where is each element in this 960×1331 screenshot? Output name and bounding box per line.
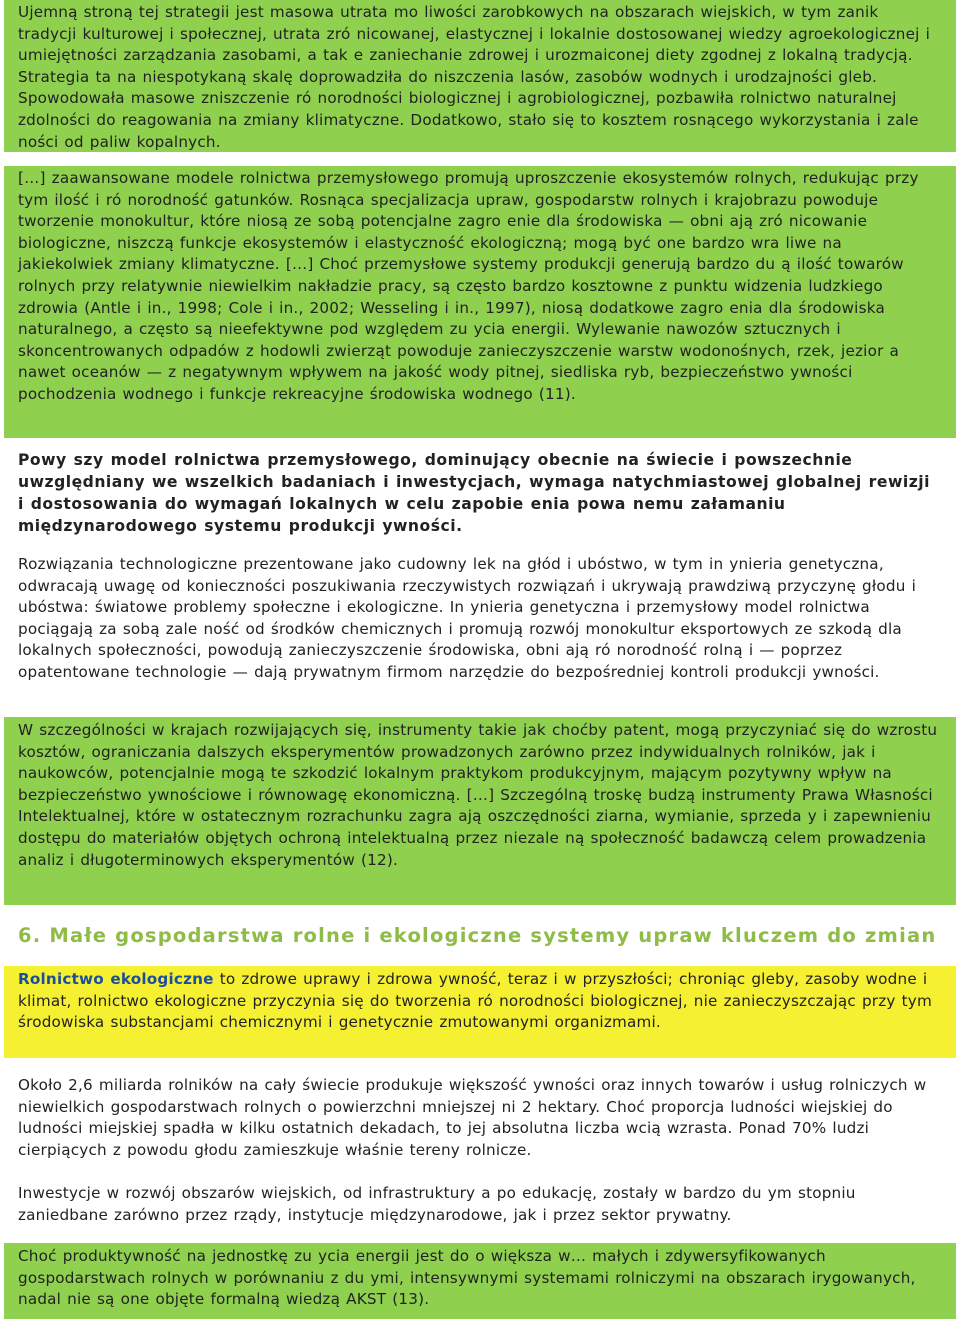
paragraph-1 bbox=[4, 0, 956, 152]
paragraph-text: Około 2,6 miliarda rolników na cały świecie produkuje większość ywności oraz innych towarów i usług rolniczych w niewielkich gospodarstwach rolnych o powierzchni mniejszej ni 2 hektary. Choć proporcja ludności wiejskiej do ludności miejskiej spadła w kilku ostatnich dekadach, to jej absolutna liczba wcią wzrasta. Ponad 70% ludzi cierpiących z powodu głodu zamieszkuje właśnie tereny rolnicze. bbox=[18, 1076, 927, 1159]
paragraph-text bbox=[18, 969, 942, 1034]
highlight-lead: Rolnictwo ekologiczne bbox=[18, 970, 214, 988]
paragraph-5 bbox=[4, 717, 956, 905]
paragraph-text: Ujemną stroną tej strategii jest masowa utrata mo liwości zarobkowych na obszarach wiejskich, w tym zanik tradycji kulturowej i społecznej, utrata zró nicowanej, elastycznej i lokalnie dostosowanej wiedzy agroekologicznej i umiejętności zarządzania zasobami, a tak e zaniechanie zdrowej i urozmaiconej diety zgodnej z lokalną tradycją. Strategia ta na niespotykaną skalę doprowadziła do niszczenia lasów, zasobów wodnych i urodzajności gleb. Spowodowała masowe zniszczenie ró norodności biologicznej i agrobiologicznej, pozbawiła rolnictwo naturalnej zdolności do reagowania na zmiany klimatyczne. Dodatkowo, stało się to kosztem rosnącego wykorzystania i zale ności od paliw kopalnych. bbox=[18, 3, 931, 151]
paragraph-3-bold bbox=[4, 449, 956, 539]
highlight-rest: to zdrowe uprawy i zdrowa ywność, teraz i w przyszłości; chroniąc gleby, zasoby wodne i klimat, rolnictwo ekologiczne przyczynia się do tworzenia ró norodności biologicznej, nie zanieczyszczając przy tym środowiska substancjami chemicznymi i genetycznie zmutowanymi organizmami. bbox=[18, 970, 932, 1032]
paragraph-text: W szczególności w krajach rozwijających się, instrumenty takie jak choćby patent, mogą przyczyniać się do wzrostu kosztów, ograniczania dalszych eksperymentów prowadzonych zarówno przez indywidualnych rolników, jak i naukowców, potencjalnie mogą te szkodzić lokalnym praktykom produkcyjnym, mającym pozytywny wpływ na bezpieczeństwo ywnościowe i równowagę ekonomiczną. […] Szczególną troskę budzą instrumenty Prawa Własności Intelektualnej, które w ostatecznym rozrachunku zagra ają oszczędności ziarna, wymianie, sprzeda y i zapewnieniu dostępu do materiałów objętych ochroną intelektualną przez niezale ną społeczność badawczą celem prowadzenia analiz i długoterminowych eksperymentów (12). bbox=[18, 721, 938, 869]
paragraph-text: Powy szy model rolnictwa przemysłowego, dominujący obecnie na świecie i powszechnie uwzględniany we wszelkich badaniach i inwestycjach, wymaga natychmiastowej globalnej rewizji i dostosowania do wymagań lokalnych w celu zapobie enia powa nemu załamaniu międzynarodowego systemu produkcji ywności. bbox=[18, 451, 930, 535]
paragraph-text: Rozwiązania technologiczne prezentowane jako cudowny lek na głód i ubóstwo, w tym in ynieria genetyczna, odwracają uwagę od konieczności poszukiwania rzeczywistych rozwiązań i ukrywają prawdziwą przyczynę głodu i ubóstwa: światowe problemy społeczne i ekologiczne. In ynieria genetyczna i przemysłowy model rolnictwa pociągają za sobą zale ność od środków chemicznych i promują rozwój monokultur eksportowych ze szkodą dla lokalnych społeczności, powodują zanieczyszczenie środowiska, obni ają ró norodność rolną i — poprzez opatentowane technologie — dają prywatnym firmom narzędzie do bezpośredniej kontroli produkcji ywności. bbox=[18, 555, 917, 681]
paragraph-text: Inwestycje w rozwój obszarów wiejskich, od infrastruktury a po edukację, zostały w bardzo du ym stopniu zaniedbane zarówno przez rządy, instytucje międzynarodowe, jak i przez sektor prywatny. bbox=[18, 1184, 856, 1224]
paragraph-text: Choć produktywność na jednostkę zu ycia energii jest do o większa w… małych i zdywersyfikowanych gospodarstwach rolnych w porównaniu z du ymi, intensywnymi systemami rolniczymi na obszarach irygowanych, nadal nie są one objęte formalną wiedzą AKST (13). bbox=[18, 1247, 916, 1309]
paragraph-6-highlight bbox=[4, 966, 956, 1058]
paragraph-text: […] zaawansowane modele rolnictwa przemysłowego promują uproszczenie ekosystemów rolnych, redukując przy tym ilość i ró norodność gatunków. Rosnąca specjalizacja upraw, gospodarstw rolnych i krajobrazu powoduje tworzenie monokultur, które niosą ze sobą potencjalne zagro enie dla środowiska — obni ają zró nicowanie biologiczne, niszczą funkcje ekosystemów i elastyczność ekologiczną; mogą być one bardzo wra liwe na jakiekolwiek zmiany klimatyczne. […] Choć przemysłowe systemy produkcji generują bardzo du ą ilość towarów rolnych przy relatywnie niewielkim nakładzie pracy, są często bardzo kosztowne z punktu widzenia ludzkiego zdrowia (Antle i in., 1998; Cole i in., 2002; Wesseling i in., 1997), niosą dodatkowe zagro enia dla środowiska naturalnego, a często są nieefektywne pod względem zu ycia energii. Wylewanie nawozów sztucznych i skoncentrowanych odpadów z hodowli zwierząt powoduje zanieczyszczenie warstw wodonośnych, rzek, jezior a nawet oceanów — z negatywnym wpływem na jakość wody pitnej, siedliska ryb, bezpieczeństwo ywności pochodzenia wodnego i funkcje rekreacyjne środowiska wodnego (11). bbox=[18, 169, 919, 403]
paragraph-9 bbox=[4, 1243, 956, 1319]
paragraph-4 bbox=[4, 554, 956, 714]
paragraph-8 bbox=[4, 1183, 956, 1229]
paragraph-2 bbox=[4, 166, 956, 438]
paragraph-7 bbox=[4, 1075, 956, 1167]
section-heading: 6. Małe gospodarstwa rolne i ekologiczne systemy upraw kluczem do zmian bbox=[18, 924, 937, 947]
